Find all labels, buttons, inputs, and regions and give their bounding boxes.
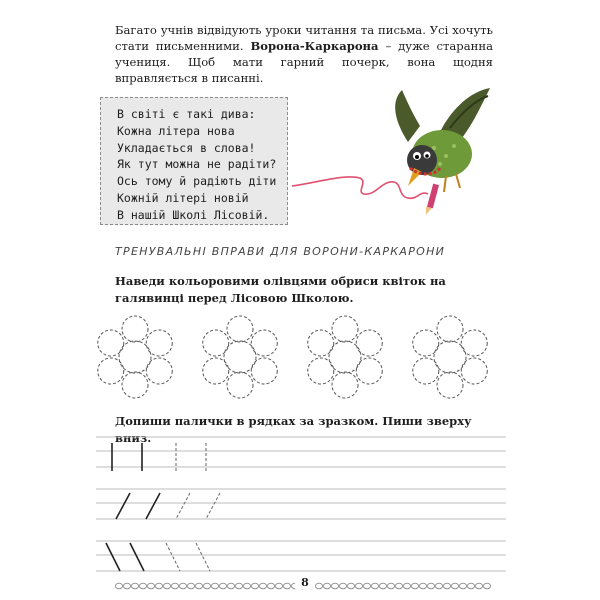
page-number: 8 (295, 576, 315, 589)
practice-stick (176, 493, 190, 519)
flower-tracing-area[interactable] (95, 313, 505, 403)
task-1-instruction: Наведи кольоровими олівцями обриси квіток на галявинці перед Лісовою Школою. (115, 274, 446, 305)
poem-line: Кожній літері новій (117, 190, 249, 205)
intro-paragraph (115, 22, 493, 86)
handwriting-practice-lines[interactable] (96, 433, 506, 581)
crow-wing-left (395, 90, 420, 142)
crow-illustration (290, 82, 495, 230)
practice-stick (146, 493, 160, 519)
task-2-instruction: Допиши палички в рядках за зразком. Пиши зверху вниз. (115, 414, 472, 445)
practice-stick (106, 543, 120, 571)
pencil-icon (427, 184, 439, 209)
flower-outline[interactable] (413, 316, 487, 398)
intro-text-1: Багато учнів відвідують уроки читання та письма. Усі хочуть стати письменними. (115, 23, 493, 53)
practice-stick (206, 493, 220, 519)
intro-highlight: Ворона-Каркарона (250, 39, 379, 53)
flower-outline[interactable] (98, 316, 172, 398)
flower-outline[interactable] (308, 316, 382, 398)
poem-box (100, 97, 288, 225)
poem-line: Укладається в слова! (117, 140, 256, 155)
poem-line: Кожна літера нова (117, 123, 235, 138)
section-title: ТРЕНУВАЛЬНІ ВПРАВИ ДЛЯ ВОРОНИ-КАРКАРОНИ (115, 245, 446, 258)
practice-stick (196, 543, 210, 571)
poem-line: В світі є такі дива: (117, 107, 256, 121)
poem-line: Як тут можна не радіти? (117, 157, 277, 172)
poem-line: В нашій Школі Лісовій. (117, 207, 270, 222)
page-footer (115, 578, 495, 592)
practice-stick (166, 543, 180, 571)
flower-outline[interactable] (203, 316, 277, 398)
pencil-trail (292, 177, 428, 198)
practice-stick (116, 493, 130, 519)
intro-text-2: – дуже старанна учениця. Щоб мати гарний почерк, вона щодня вправляється в писанні. (115, 39, 494, 85)
practice-stick (130, 543, 144, 571)
poem-line: Ось тому й радіють діти (117, 174, 277, 189)
